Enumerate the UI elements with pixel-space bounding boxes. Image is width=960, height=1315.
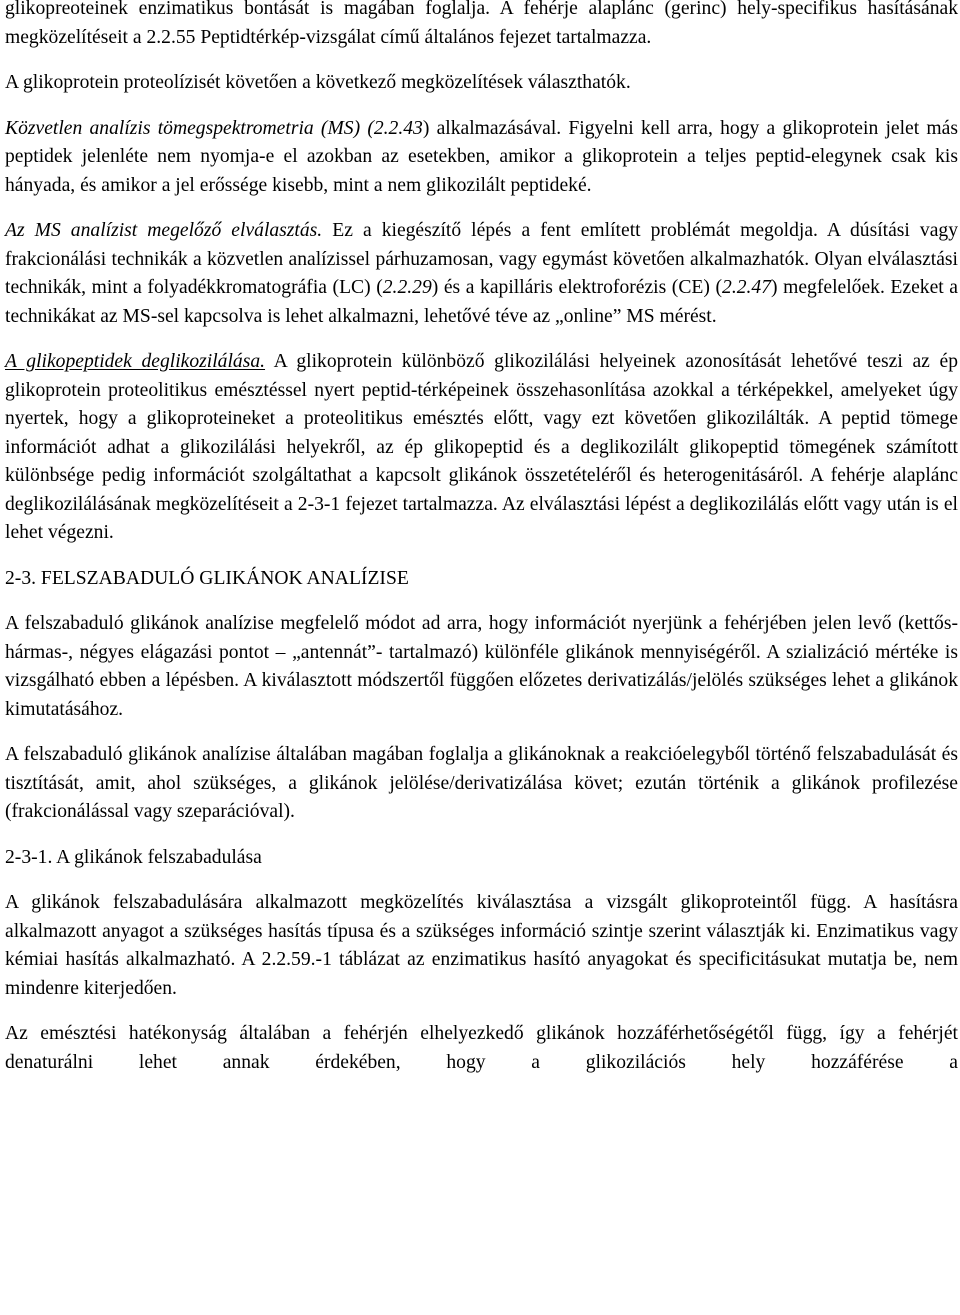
paragraph-separation <box>5 217 958 331</box>
paragraph-lead-italic: Közvetlen analízis tömegspektrometria (MS) ( <box>5 117 374 139</box>
paragraph-digestion-efficiency <box>5 1020 958 1077</box>
paragraph-deglycosylation <box>5 348 958 548</box>
subsection-heading <box>5 844 958 873</box>
paragraph-text: Az emésztési hatékonyság általában a fehérjén elhelyezkedő glikánok hozzáférhetőségétől függ, így a fehérjét denaturálni lehet annak érdekében, hogy a glikozilációs hely hozzáférése a <box>5 1023 958 1073</box>
paragraph-direct-ms <box>5 115 958 201</box>
section-heading <box>5 565 958 594</box>
document-page <box>5 0 958 1077</box>
paragraph-intro <box>5 0 958 52</box>
paragraph-text: A felszabaduló glikánok analízise megfelelő módot ad arra, hogy információt nyerjünk a fehérjében jelen levő (kettős-hármas-, négyes elágazási pontot – „antennát”- tartalmazó) különféle glikánok mennyiségéről. A szializáció mértéke is vizsgálható ebben a lépésben. A kiválasztott módszertől függően előzetes derivatizálás/jelölés szükséges lehet a glikánok kimutatásához. <box>5 613 958 720</box>
paragraph-text: A glikoprotein proteolízisét követően a következő megközelítések választhatók. <box>5 72 631 93</box>
section-heading-text: 2-3. FELSZABADULÓ GLIKÁNOK ANALÍZISE <box>5 567 409 589</box>
paragraph-glycan-release <box>5 889 958 1003</box>
chapter-reference: 2.2.29 <box>382 277 432 298</box>
subsection-heading-text: 2-3-1. A glikánok felszabadulása <box>5 846 262 868</box>
paragraph-text: A glikánok felszabadulására alkalmazott megközelítés kiválasztása a vizsgált glikoproteintől függ. A hasításra alkalmazott anyagot a szükséges hasítás típusa és a szükséges információ szintje szerint választják ki. Enzimatikus vagy kémiai hasítás alkalmazható. A 2.2.59.-1 táblázat az enzimatikus hasító anyagokat és specificitásukat mutatja be, nem mindenre kiterjedően. <box>5 892 958 999</box>
paragraph-lead-italic-underlined: A glikopeptidek deglikozilálása. <box>5 351 266 372</box>
paragraph-text: ) alkalmazásával. Figyelni kell arra, hogy a glikoprotein jelet más peptidek jelenléte nem nyomja-e el azokban az esetekben, amikor a glikoprotein a teljes peptid-elegynek csak kis hányada, és amikor a jel erőssége kisebb, mint a nem glikozilált peptideké. <box>5 117 958 196</box>
paragraph-approaches <box>5 69 958 98</box>
paragraph-lead-italic: Az MS analízist megelőző elválasztás. <box>5 220 323 241</box>
chapter-reference: 2.2.43 <box>373 117 423 139</box>
paragraph-text: glikopreoteinek enzimatikus bontását is magában foglalja. A fehérje alaplánc (gerinc) hely-specifikus hasításának megközelítéseit a 2.2.55 Peptidtérkép-vizsgálat című általános fejezet tartalmazza. <box>5 0 958 48</box>
paragraph-text: ) megfelelőek. Ezeket a technikákat az MS-sel kapcsolva is lehet alkalmazni, lehetővé téve az „online” MS mérést. <box>5 277 958 327</box>
paragraph-text: ) és a kapilláris elektroforézis (CE) ( <box>431 277 723 298</box>
chapter-reference: 2.2.47 <box>722 277 771 298</box>
paragraph-glycan-analysis <box>5 741 958 827</box>
paragraph-released-glycans <box>5 610 958 724</box>
paragraph-text: A glikoprotein különböző glikozilálási helyeinek azonosítását lehetővé teszi az ép glikoprotein proteolitikus emésztéssel nyert peptid-térképeinek összehasonlítása azokkal a térképekkel, amelyeket úgy nyertek, hogy a glikoproteineket a proteolitikus emésztés előtt, vagy ezt követően glikozilálták. A peptid tömege információt adhat a glikozilálási helyekről, az ép glikopeptid és a deglikozilált glikopeptid tömegének számított különbsége pedig információt szolgáltathat a kapcsolt glikánok összetételéről és heterogenitásáról. A fehérje alaplánc deglikozilálásának megközelítéseit a 2-3-1 fejezet tartalmazza. Az elválasztási lépést a deglikozilálás előtt vagy után is el lehet végezni. <box>5 351 958 543</box>
paragraph-text: Ez a kiegészítő lépés a fent említett problémát megoldja. A dúsítási vagy frakcionálási technikák a közvetlen analízissel párhuzamosan, vagy egymást követően alkalmazhatók. Olyan elválasztási technikák, mint a folyadékkromatográfia (LC) ( <box>5 220 958 298</box>
paragraph-text: A felszabaduló glikánok analízise általában magában foglalja a glikánoknak a reakcióelegyből történő felszabadulását és tisztítását, amit, ahol szükséges, a glikánok jelölése/derivatizálása követ; ezután történik a glikánok profilezése (frakcionálással vagy szeparációval). <box>5 744 958 822</box>
